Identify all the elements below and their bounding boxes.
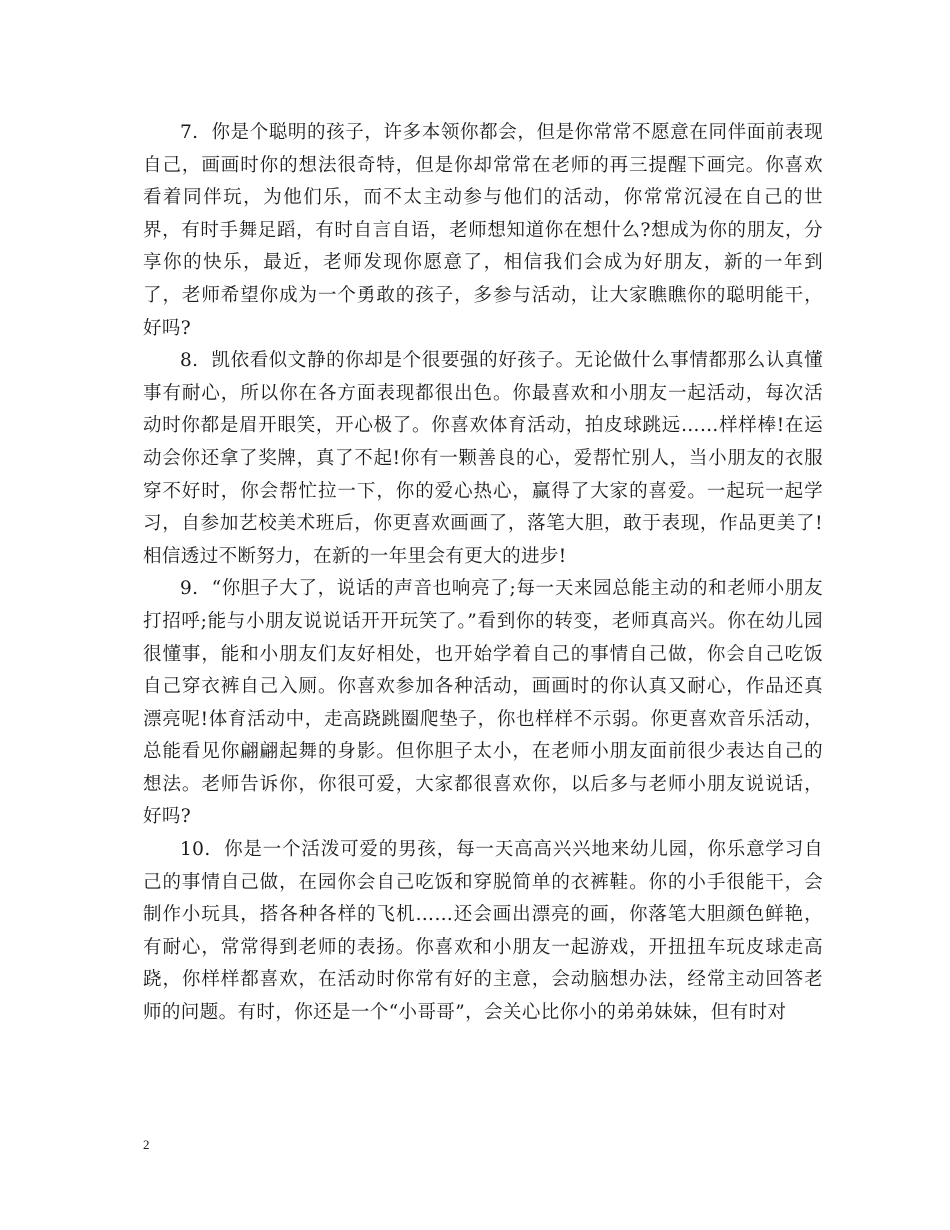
paragraph-7 — [143, 117, 823, 345]
paragraph-text: 凯依看似文静的你却是个很要强的好孩子。无论做什么事情都那么认真懂事有耐心，所以你在各方面表现都很出色。你最喜欢和小朋友一起活动，每次活动时你都是眉开眼笑，开心极了。你喜欢体育活动，拍皮球跳远……样样棒!在运动会你还拿了奖牌，真了不起!你有一颗善良的心，爱帮忙别人，当小朋友的衣服穿不好时，你会帮忙拉一下，你的爱心热心，赢得了大家的喜爱。一起玩一起学习，自参加艺校美术班后，你更喜欢画画了，落笔大胆，敢于表现，作品更美了!相信透过不断努力，在新的一年里会有更大的进步! — [143, 350, 823, 567]
paragraph-text: 你是个聪明的孩子，许多本领你都会，但是你常常不愿意在同伴面前表现自己，画画时你的想法很奇特，但是你却常常在老师的再三提醒下画完。你喜欢看着同伴玩，为他们乐，而不太主动参与他们的活动，你常常沉浸在自己的世界，有时手舞足蹈，有时自言自语，老师想知道你在想什么?想成为你的朋友，分享你的快乐，最近，老师发现你愿意了，相信我们会成为好朋友，新的一年到了，老师希望你成为一个勇敢的孩子，多参与活动，让大家瞧瞧你的聪明能干，好吗? — [143, 122, 823, 339]
paragraph-10 — [143, 834, 823, 1030]
paragraph-8 — [143, 345, 823, 573]
paragraph-text: “你胆子大了，说话的声音也响亮了;每一天来园总能主动的和老师小朋友打招呼;能与小朋友说说话开开玩笑了。”看到你的转变，老师真高兴。你在幼儿园很懂事，能和小朋友们友好相处，也开始学着自己的事情自己做，你会自己吃饭自己穿衣裤自己入厕。你喜欢参加各种活动，画画时的你认真又耐心，作品还真漂亮呢!体育活动中，走高跷跳圈爬垫子，你也样样不示弱。你更喜欢音乐活动，总能看见你翩翩起舞的身影。但你胆子太小，在老师小朋友面前很少表达自己的想法。老师告诉你，你很可爱，大家都很喜欢你，以后多与老师小朋友说说话，好吗? — [143, 578, 823, 828]
paragraph-number: 10. — [180, 839, 211, 861]
paragraph-number: 7. — [180, 122, 199, 143]
paragraph-number: 9. — [180, 578, 199, 600]
paragraph-number: 8. — [180, 350, 199, 372]
paragraph-9 — [143, 573, 823, 834]
document-body — [143, 117, 823, 1030]
page-number: 2 — [143, 1137, 150, 1152]
paragraph-text: 你是一个活泼可爱的男孩，每一天高高兴兴地来幼儿园，你乐意学习自己的事情自己做，在园你会自己吃饭和穿脱简单的衣裤鞋。你的小手很能干，会制作小玩具，搭各种各样的飞机……还会画出漂亮的画，你落笔大胆颜色鲜艳，有耐心，常常得到老师的表扬。你喜欢和小朋友一起游戏，开扭扭车玩皮球走高跷，你样样都喜欢，在活动时你常有好的主意，会动脑想办法，经常主动回答老师的问题。有时，你还是一个“小哥哥”，会关心比你小的弟弟妹妹，但有时对 — [143, 839, 824, 1024]
